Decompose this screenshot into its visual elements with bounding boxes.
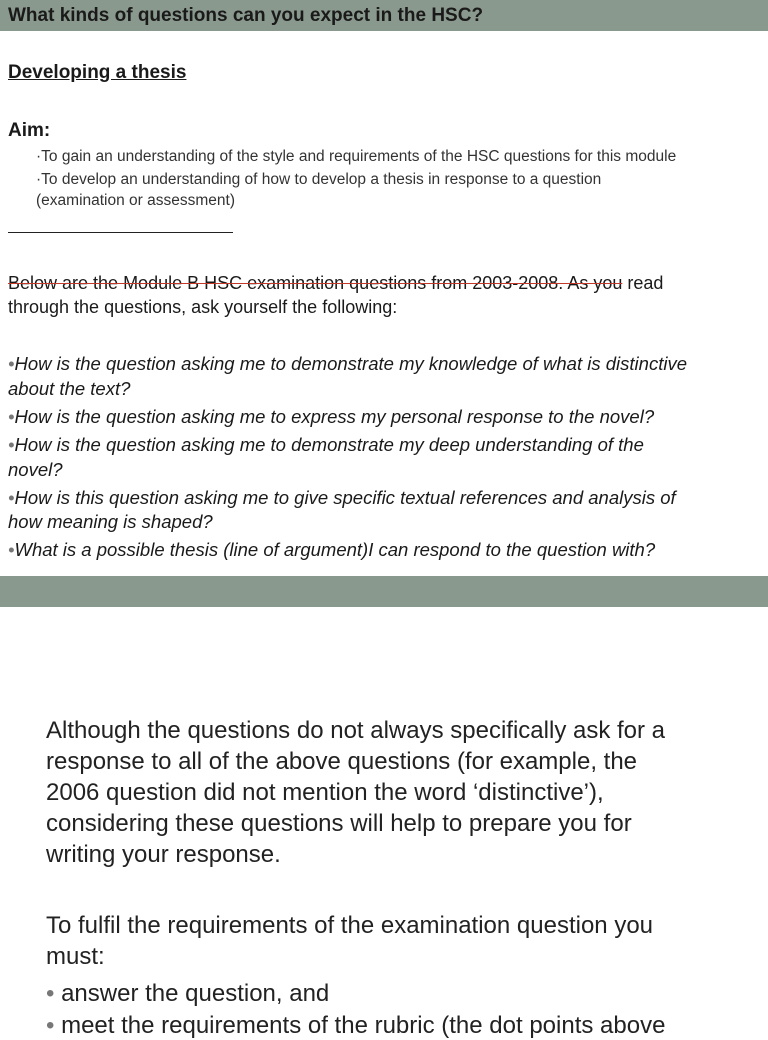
paragraph-1-line-2: response to all of the above questions (for example, the — [46, 748, 638, 775]
question-1: •How is the question asking me to demonstrate my knowledge of what is distinctive — [8, 353, 687, 374]
paragraph-2-line-1: To fulfil the requirements of the examination question you — [46, 912, 654, 939]
intro-strike-text: Below are the Module B HSC examination questions from 2003-2008. As you — [8, 273, 623, 293]
aim-item-2: ·To develop an understanding of how to develop a thesis in response to a question — [36, 171, 602, 188]
paragraph-1-line-3: 2006 question did not mention the word ‘distinctive’), — [46, 779, 604, 806]
question-5: •What is a possible thesis (line of argument)I can respond to the question with? — [8, 539, 656, 560]
question-3: •How is the question asking me to demonstrate my deep understanding of the — [8, 434, 644, 455]
aim-item-2-cont: (examination or assessment) — [36, 192, 235, 209]
question-4-cont: how meaning is shaped? — [8, 511, 213, 532]
section-title: Developing a thesis — [8, 62, 187, 83]
question-2: •How is the question asking me to express my personal response to the novel? — [8, 406, 655, 427]
bullet-1: • answer the question, and — [46, 980, 330, 1007]
divider — [8, 232, 233, 233]
paragraph-1-line-1: Although the questions do not always specifically ask for a — [46, 717, 666, 744]
aim-label: Aim: — [8, 120, 51, 141]
intro-line-2: through the questions, ask yourself the following: — [8, 297, 398, 317]
question-4: •How is this question asking me to give specific textual references and analysis of — [8, 487, 676, 508]
paragraph-2-line-2: must: — [46, 943, 105, 970]
header-bar — [0, 0, 768, 31]
paragraph-1-line-5: writing your response. — [46, 841, 281, 868]
separator-bar — [0, 576, 768, 607]
aim-item-1: ·To gain an understanding of the style and requirements of the HSC questions for this module — [36, 148, 677, 165]
question-1-cont: about the text? — [8, 378, 131, 399]
intro-line-1: Below are the Module B HSC examination questions from 2003-2008. As you read — [8, 273, 664, 293]
page-title: What kinds of questions can you expect in the HSC? — [8, 5, 484, 26]
paragraph-1-line-4: considering these questions will help to prepare you for — [46, 810, 632, 837]
bullet-2: • meet the requirements of the rubric (the dot points above — [46, 1012, 666, 1039]
question-3-cont: novel? — [8, 459, 63, 480]
